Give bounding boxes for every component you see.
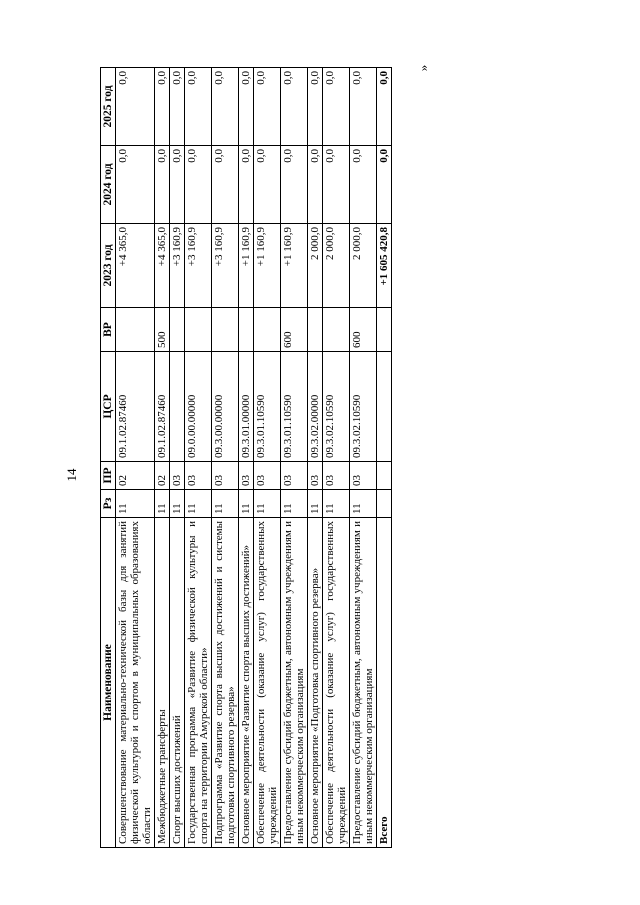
closing-quote: » xyxy=(415,64,431,72)
page-number: 14 xyxy=(64,468,79,482)
cell-vr xyxy=(308,308,323,352)
cell-pr: 03 xyxy=(212,462,239,490)
cell-name: Основное мероприятие «Развитие спорта высших достижений» xyxy=(239,518,254,848)
table-total-row xyxy=(377,68,392,848)
cell-csr: 09.0.00.00000 xyxy=(185,352,212,462)
cell-vr xyxy=(116,308,155,352)
cell-2023: +1 160,9 xyxy=(281,224,308,308)
cell-2024: 0,0 xyxy=(254,146,281,224)
cell-name: Совершенствование материально-технической базы для занятий физической культурой и спортом в муниципальных образованиях области xyxy=(116,518,155,848)
cell-2024: 0,0 xyxy=(155,146,170,224)
cell-pr: 03 xyxy=(185,462,212,490)
cell-2025: 0,0 xyxy=(155,68,170,146)
cell-name: Государственная программа «Развитие физической культуры и спорта на территории Амурской области» xyxy=(185,518,212,848)
budget-table xyxy=(100,67,392,848)
table-row xyxy=(254,68,281,848)
cell-rz: 11 xyxy=(308,490,323,518)
cell-vr xyxy=(254,308,281,352)
cell-2025: 0,0 xyxy=(350,68,377,146)
table-row xyxy=(350,68,377,848)
cell-name: Обеспечение деятельности (оказание услуг) государственных учреждений xyxy=(323,518,350,848)
cell-csr: 09.1.02.87460 xyxy=(116,352,155,462)
cell-vr xyxy=(323,308,350,352)
cell-vr: 500 xyxy=(155,308,170,352)
cell-rz: 11 xyxy=(281,490,308,518)
table-row xyxy=(281,68,308,848)
cell-2025: 0,0 xyxy=(170,68,185,146)
cell-vr xyxy=(170,308,185,352)
cell-csr: 09.1.02.87460 xyxy=(155,352,170,462)
cell-rz: 11 xyxy=(116,490,155,518)
cell-2025: 0,0 xyxy=(377,68,392,146)
cell-csr: 09.3.02.10590 xyxy=(350,352,377,462)
cell-2023: +3 160,9 xyxy=(185,224,212,308)
cell-name: Предоставление субсидий бюджетным, автономным учреждениям и иным некоммерческим организациям xyxy=(350,518,377,848)
cell-2024: 0,0 xyxy=(185,146,212,224)
header-pr: ПР xyxy=(101,462,116,490)
cell-2023: +1 160,9 xyxy=(254,224,281,308)
cell-name: Спорт высших достижений xyxy=(170,518,185,848)
header-rz: Рз xyxy=(101,490,116,518)
cell-2025: 0,0 xyxy=(254,68,281,146)
cell-rz: 11 xyxy=(350,490,377,518)
header-csr: ЦСР xyxy=(101,352,116,462)
table-row xyxy=(185,68,212,848)
cell-2025: 0,0 xyxy=(212,68,239,146)
cell-rz: 11 xyxy=(239,490,254,518)
cell-2025: 0,0 xyxy=(308,68,323,146)
table-row xyxy=(323,68,350,848)
cell-2023: 2 000,0 xyxy=(323,224,350,308)
cell-pr: 03 xyxy=(170,462,185,490)
cell-rz: 11 xyxy=(170,490,185,518)
cell-2024: 0,0 xyxy=(350,146,377,224)
cell-pr: 03 xyxy=(239,462,254,490)
table-body xyxy=(116,68,392,848)
cell-name: Предоставление субсидий бюджетным, автономным учреждениям и иным некоммерческим организациям xyxy=(281,518,308,848)
header-2025: 2025 год xyxy=(101,68,116,146)
cell-2023: 2 000,0 xyxy=(308,224,323,308)
cell-pr: 02 xyxy=(155,462,170,490)
cell-2024: 0,0 xyxy=(308,146,323,224)
table-row xyxy=(155,68,170,848)
cell-pr: 03 xyxy=(350,462,377,490)
cell-name: Подпрограмма «Развитие спорта высших достижений и системы подготовки спортивного резерва» xyxy=(212,518,239,848)
cell-pr: 03 xyxy=(308,462,323,490)
cell-csr: 09.3.01.10590 xyxy=(281,352,308,462)
cell-2025: 0,0 xyxy=(281,68,308,146)
cell-vr: 600 xyxy=(281,308,308,352)
cell-pr xyxy=(377,462,392,490)
table-row xyxy=(308,68,323,848)
cell-name: Обеспечение деятельности (оказание услуг) государственных учреждений xyxy=(254,518,281,848)
cell-pr: 02 xyxy=(116,462,155,490)
cell-csr: 09.3.02.00000 xyxy=(308,352,323,462)
cell-2024: 0,0 xyxy=(170,146,185,224)
cell-pr: 03 xyxy=(323,462,350,490)
cell-vr xyxy=(185,308,212,352)
header-2023: 2023 год xyxy=(101,224,116,308)
cell-2024: 0,0 xyxy=(116,146,155,224)
cell-csr: 09.3.02.10590 xyxy=(323,352,350,462)
cell-name: Основное мероприятие «Подготовка спортивного резерва» xyxy=(308,518,323,848)
cell-pr: 03 xyxy=(281,462,308,490)
table-header-row xyxy=(101,68,116,848)
header-name: Наименование xyxy=(101,518,116,848)
cell-2024: 0,0 xyxy=(323,146,350,224)
cell-2023: +4 365,0 xyxy=(116,224,155,308)
cell-vr xyxy=(239,308,254,352)
budget-table-rotated xyxy=(100,68,422,848)
table-row xyxy=(116,68,155,848)
cell-vr: 600 xyxy=(350,308,377,352)
cell-csr: 09.3.01.10590 xyxy=(254,352,281,462)
cell-vr xyxy=(377,308,392,352)
cell-name: Межбюджетные трансферты xyxy=(155,518,170,848)
cell-pr: 03 xyxy=(254,462,281,490)
cell-2025: 0,0 xyxy=(323,68,350,146)
cell-2023: +1 160,9 xyxy=(239,224,254,308)
cell-2023: 2 000,0 xyxy=(350,224,377,308)
cell-2024: 0,0 xyxy=(239,146,254,224)
cell-rz: 11 xyxy=(185,490,212,518)
cell-csr: 09.3.01.00000 xyxy=(239,352,254,462)
cell-rz: 11 xyxy=(212,490,239,518)
cell-2023: +4 365,0 xyxy=(155,224,170,308)
cell-2025: 0,0 xyxy=(185,68,212,146)
cell-2025: 0,0 xyxy=(116,68,155,146)
cell-2024: 0,0 xyxy=(212,146,239,224)
cell-vr xyxy=(212,308,239,352)
table-row xyxy=(212,68,239,848)
table-row xyxy=(239,68,254,848)
cell-2024: 0,0 xyxy=(281,146,308,224)
cell-csr xyxy=(170,352,185,462)
cell-rz: 11 xyxy=(155,490,170,518)
cell-2023: +3 160,9 xyxy=(212,224,239,308)
cell-2023: +1 605 420,8 xyxy=(377,224,392,308)
cell-csr xyxy=(377,352,392,462)
cell-name: Всего xyxy=(377,518,392,848)
cell-rz: 11 xyxy=(254,490,281,518)
header-vr: ВР xyxy=(101,308,116,352)
cell-csr: 09.3.00.00000 xyxy=(212,352,239,462)
cell-2025: 0,0 xyxy=(239,68,254,146)
table-row xyxy=(170,68,185,848)
cell-2023: +3 160,9 xyxy=(170,224,185,308)
cell-rz xyxy=(377,490,392,518)
cell-2024: 0,0 xyxy=(377,146,392,224)
header-2024: 2024 год xyxy=(101,146,116,224)
cell-rz: 11 xyxy=(323,490,350,518)
